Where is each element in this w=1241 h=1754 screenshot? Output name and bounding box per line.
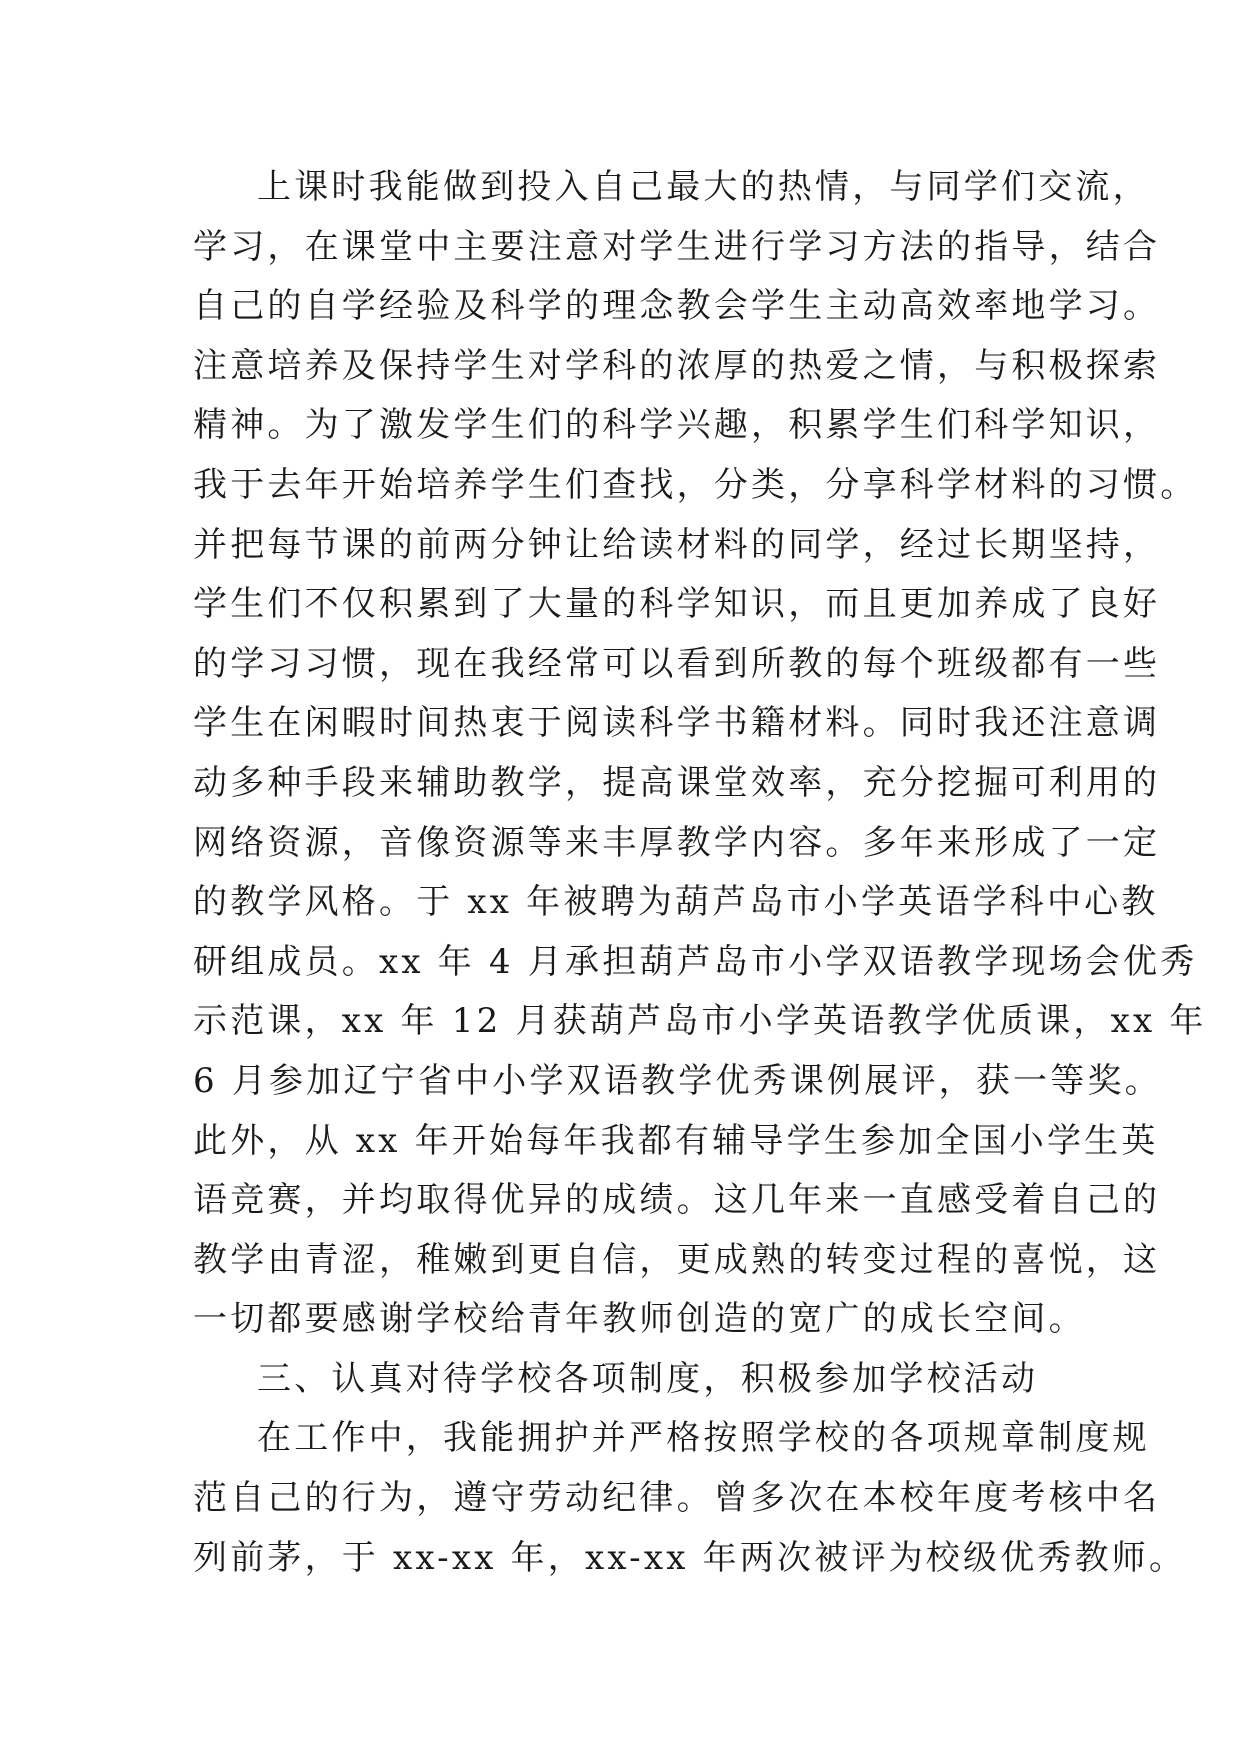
paragraph-line: 列前茅，于 xx-xx 年，xx-xx 年两次被评为校级优秀教师。 [193, 1537, 1187, 1578]
paragraph-line: 注意培养及保持学生对学科的浓厚的热爱之情，与积极探索 [193, 345, 1161, 386]
paragraph-line: 的教学风格。于 xx 年被聘为葫芦岛市小学英语学科中心教 [193, 882, 1159, 923]
paragraph-line: 学生在闲暇时间热衷于阅读科学书籍材料。同时我还注意调 [193, 703, 1161, 744]
paragraph-line: 的学习习惯，现在我经常可以看到所教的每个班级都有一些 [193, 643, 1161, 684]
paragraph-line: 网络资源，音像资源等来丰厚教学内容。多年来形成了一定 [193, 822, 1161, 863]
paragraph-line: 教学由青涩，稚嫩到更自信，更成熟的转变过程的喜悦，这 [193, 1239, 1161, 1280]
paragraph-line: 在工作中，我能拥护并严格按照学校的各项规章制度规 [257, 1418, 1150, 1459]
paragraph-line: 6 月参加辽宁省中小学双语教学优秀课例展评，获一等奖。 [193, 1060, 1162, 1101]
paragraph-line: 此外，从 xx 年开始每年我都有辅导学生参加全国小学生英 [193, 1120, 1159, 1161]
paragraph-line: 我于去年开始培养学生们查找，分类，分享科学材料的习惯。 [193, 464, 1198, 505]
paragraph-line: 一切都要感谢学校给青年教师创造的宽广的成长空间。 [193, 1299, 1086, 1340]
paragraph-line: 学习，在课堂中主要注意对学生进行学习方法的指导，结合 [193, 226, 1161, 267]
paragraph-line: 研组成员。xx 年 4 月承担葫芦岛市小学双语教学现场会优秀 [193, 941, 1198, 982]
paragraph-line: 动多种手段来辅助教学，提高课堂效率，充分挖掘可利用的 [193, 762, 1161, 803]
document-body [193, 158, 1207, 1588]
paragraph-line: 语竞赛，并均取得优异的成绩。这几年来一直感受着自己的 [193, 1180, 1161, 1221]
paragraph-line: 学生们不仅积累到了大量的科学知识，而且更加养成了良好 [193, 584, 1161, 625]
paragraph-line: 示范课，xx 年 12 月获葫芦岛市小学英语教学优质课，xx 年 [193, 1001, 1207, 1042]
paragraph-line: 自己的自学经验及科学的理念教会学生主动高效率地学习。 [193, 286, 1161, 327]
paragraph-line: 上课时我能做到投入自己最大的热情，与同学们交流， [257, 167, 1150, 207]
section-heading: 三、认真对待学校各项制度，积极参加学校活动 [257, 1358, 1039, 1399]
paragraph-line: 精神。为了激发学生们的科学兴趣，积累学生们科学知识， [193, 405, 1161, 446]
paragraph-line: 并把每节课的前两分钟让给读材料的同学，经过长期坚持， [193, 524, 1161, 565]
paragraph-line: 范自己的行为，遵守劳动纪律。曾多次在本校年度考核中名 [193, 1478, 1161, 1519]
